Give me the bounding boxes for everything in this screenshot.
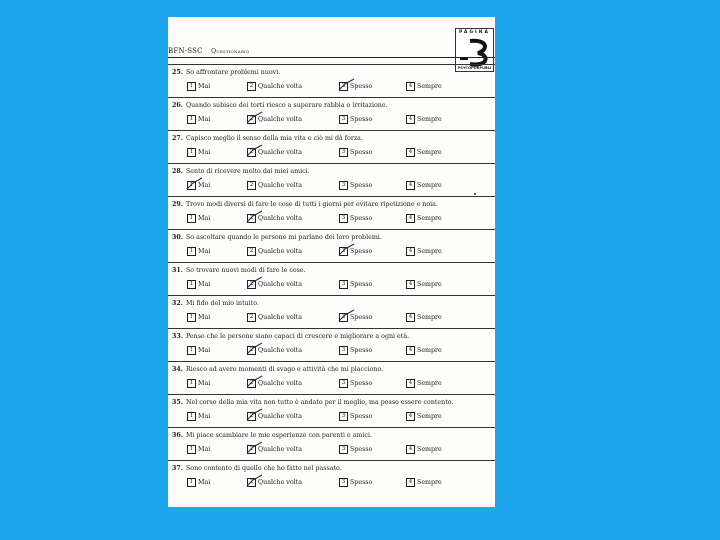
answer-option[interactable] bbox=[187, 247, 210, 256]
answer-label: Qualche volta bbox=[258, 380, 302, 387]
question-row bbox=[168, 97, 495, 131]
answer-label: Sempre bbox=[417, 479, 442, 486]
answer-label: Mai bbox=[198, 380, 211, 387]
question-number: 31. bbox=[172, 267, 183, 274]
answer-checkbox[interactable]: 1 bbox=[187, 247, 196, 256]
answer-option[interactable] bbox=[247, 280, 302, 289]
question-text bbox=[172, 399, 453, 406]
question-label: Mi piace scambiare le mie esperienze con parenti e amici. bbox=[185, 432, 373, 439]
question-text bbox=[172, 432, 372, 439]
question-number: 29. bbox=[172, 201, 183, 208]
answer-checkbox[interactable]: 2 bbox=[247, 346, 256, 355]
answer-label: Spesso bbox=[350, 248, 373, 255]
answer-label: Mai bbox=[198, 347, 211, 354]
logo-publisher: PSYCOPORPUBLI bbox=[457, 66, 492, 70]
question-row bbox=[168, 196, 495, 230]
question-label: Nel corso della mia vita non tutto è andato per il meglio, ma posso essere contento. bbox=[185, 399, 454, 406]
answer-option[interactable] bbox=[247, 412, 302, 421]
answer-label: Spesso bbox=[350, 347, 373, 354]
answer-option[interactable] bbox=[339, 445, 372, 454]
answer-label: Sempre bbox=[417, 314, 442, 321]
answer-label: Spesso bbox=[350, 446, 373, 453]
answer-checkbox[interactable]: 4 bbox=[406, 445, 415, 454]
answer-option[interactable] bbox=[247, 214, 302, 223]
answer-checkbox[interactable]: 3 bbox=[339, 412, 348, 421]
answer-checkbox[interactable]: 4 bbox=[406, 280, 415, 289]
answer-label: Spesso bbox=[350, 215, 373, 222]
answer-checkbox[interactable]: 3 bbox=[339, 214, 348, 223]
answer-checkbox[interactable]: 3 bbox=[339, 82, 348, 91]
answer-checkbox[interactable]: 2 bbox=[247, 478, 256, 487]
answer-label: Sempre bbox=[417, 413, 442, 420]
header-divider bbox=[168, 57, 495, 58]
question-row bbox=[168, 460, 495, 494]
answer-option[interactable] bbox=[339, 280, 372, 289]
answer-label: Mai bbox=[198, 116, 211, 123]
question-number: 25. bbox=[172, 69, 183, 76]
answer-label: Spesso bbox=[350, 479, 373, 486]
answer-label: Mai bbox=[198, 248, 211, 255]
question-text bbox=[172, 300, 259, 307]
answer-checkbox[interactable]: 1 bbox=[187, 445, 196, 454]
question-number: 27. bbox=[172, 135, 183, 142]
logo-label: PAGINA bbox=[459, 30, 490, 35]
answer-label: Qualche volta bbox=[258, 215, 302, 222]
answer-option[interactable] bbox=[339, 313, 372, 322]
answer-label: Mai bbox=[198, 446, 211, 453]
question-number: 33. bbox=[172, 333, 183, 340]
answer-checkbox[interactable]: 1 bbox=[187, 412, 196, 421]
answer-label: Spesso bbox=[350, 83, 373, 90]
answer-option[interactable] bbox=[339, 412, 372, 421]
question-number: 35. bbox=[172, 399, 183, 406]
answer-option[interactable] bbox=[187, 115, 210, 124]
question-text bbox=[172, 135, 363, 142]
answer-option[interactable] bbox=[247, 346, 302, 355]
question-text bbox=[172, 465, 342, 472]
question-number: 34. bbox=[172, 366, 183, 373]
answer-label: Qualche volta bbox=[258, 182, 302, 189]
answer-label: Sempre bbox=[417, 149, 442, 156]
question-number: 26. bbox=[172, 102, 183, 109]
answer-option[interactable] bbox=[187, 181, 210, 190]
question-label: Trovo modi diversi di fare le cose di tutti i giorni per evitare ripetizione e noia. bbox=[185, 201, 438, 208]
answer-checkbox[interactable]: 1 bbox=[187, 379, 196, 388]
answer-label: Mai bbox=[198, 182, 211, 189]
question-number: 28. bbox=[172, 168, 183, 175]
answer-checkbox[interactable]: 2 bbox=[247, 379, 256, 388]
answer-label: Qualche volta bbox=[258, 413, 302, 420]
question-label: Capisco meglio il senso della mia vita e ciò mi dà forza. bbox=[185, 135, 363, 142]
answer-label: Sempre bbox=[417, 347, 442, 354]
question-text bbox=[172, 267, 306, 274]
question-label: So trovare nuovi modi di fare le cose. bbox=[185, 267, 306, 274]
answer-checkbox[interactable]: 4 bbox=[406, 214, 415, 223]
answer-checkbox[interactable]: 3 bbox=[339, 445, 348, 454]
answer-checkbox[interactable]: 3 bbox=[339, 247, 348, 256]
answer-option[interactable] bbox=[339, 478, 372, 487]
answer-checkbox[interactable]: 2 bbox=[247, 148, 256, 157]
answer-checkbox[interactable]: 4 bbox=[406, 115, 415, 124]
answer-label: Sempre bbox=[417, 248, 442, 255]
answer-label: Qualche volta bbox=[258, 314, 302, 321]
answer-label: Qualche volta bbox=[258, 479, 302, 486]
answer-checkbox[interactable]: 4 bbox=[406, 181, 415, 190]
question-text bbox=[172, 333, 409, 340]
question-label: Quando subisco dei torti riesco a superare rabbia o irritazione. bbox=[185, 102, 388, 109]
answer-option[interactable] bbox=[406, 115, 442, 124]
question-text bbox=[172, 168, 310, 175]
question-label: Mi fido del mio intuito. bbox=[185, 300, 259, 307]
question-number: 32. bbox=[172, 300, 183, 307]
answer-label: Mai bbox=[198, 413, 211, 420]
form-subtitle: Questionario bbox=[211, 48, 250, 55]
answer-option[interactable] bbox=[406, 445, 442, 454]
question-row bbox=[168, 295, 495, 329]
question-number: 37. bbox=[172, 465, 183, 472]
question-row bbox=[168, 361, 495, 395]
answer-option[interactable] bbox=[406, 412, 442, 421]
question-text bbox=[172, 234, 382, 241]
answer-option[interactable] bbox=[406, 346, 442, 355]
answer-checkbox[interactable]: 2 bbox=[247, 313, 256, 322]
answer-label: Sempre bbox=[417, 215, 442, 222]
answer-label: Qualche volta bbox=[258, 149, 302, 156]
question-label: Penso che le persone siano capaci di crescere e migliorare a ogni età. bbox=[185, 333, 410, 340]
answer-label: Sempre bbox=[417, 182, 442, 189]
answer-option[interactable] bbox=[406, 280, 442, 289]
answer-checkbox[interactable]: 4 bbox=[406, 412, 415, 421]
question-label: Riesco ad avere momenti di svago e attività che mi piacciono. bbox=[185, 366, 384, 373]
answer-label: Spesso bbox=[350, 116, 373, 123]
answer-option[interactable] bbox=[247, 181, 302, 190]
answer-checkbox[interactable]: 4 bbox=[406, 313, 415, 322]
answer-checkbox[interactable]: 2 bbox=[247, 280, 256, 289]
answer-checkbox[interactable]: 2 bbox=[247, 445, 256, 454]
answer-checkbox[interactable]: 3 bbox=[339, 280, 348, 289]
answer-checkbox[interactable]: 3 bbox=[339, 478, 348, 487]
question-label: Sento di ricevere molto dai miei amici. bbox=[185, 168, 310, 175]
question-text bbox=[172, 201, 438, 208]
question-row bbox=[168, 130, 495, 164]
question-row bbox=[168, 229, 495, 263]
answer-option[interactable] bbox=[339, 379, 372, 388]
answer-option[interactable] bbox=[187, 346, 210, 355]
answer-label: Sempre bbox=[417, 83, 442, 90]
answer-option[interactable] bbox=[247, 247, 302, 256]
answer-checkbox[interactable]: 1 bbox=[187, 148, 196, 157]
answer-option[interactable] bbox=[406, 214, 442, 223]
question-row bbox=[168, 394, 495, 428]
answer-label: Spesso bbox=[350, 380, 373, 387]
answer-label: Qualche volta bbox=[258, 83, 302, 90]
answer-checkbox[interactable]: 1 bbox=[187, 82, 196, 91]
page-header bbox=[168, 47, 249, 55]
question-row bbox=[168, 328, 495, 362]
answer-option[interactable] bbox=[406, 148, 442, 157]
answer-option[interactable] bbox=[187, 148, 210, 157]
question-row bbox=[168, 427, 495, 461]
answer-checkbox[interactable]: 2 bbox=[247, 412, 256, 421]
answer-label: Sempre bbox=[417, 116, 442, 123]
answer-checkbox[interactable]: 2 bbox=[247, 181, 256, 190]
answer-label: Mai bbox=[198, 215, 211, 222]
answer-option[interactable] bbox=[339, 148, 372, 157]
questionnaire-page bbox=[168, 17, 495, 507]
answer-checkbox[interactable]: 4 bbox=[406, 148, 415, 157]
answer-option[interactable] bbox=[339, 82, 372, 91]
answer-label: Qualche volta bbox=[258, 116, 302, 123]
answer-label: Spesso bbox=[350, 413, 373, 420]
question-label: So ascoltare quando le persone mi parlano dei loro problemi. bbox=[185, 234, 382, 241]
answer-option[interactable] bbox=[247, 478, 302, 487]
question-label: Sono contento di quello che ho fatto nel passato. bbox=[185, 465, 342, 472]
answer-label: Qualche volta bbox=[258, 446, 302, 453]
answer-label: Sempre bbox=[417, 380, 442, 387]
answer-label: Qualche volta bbox=[258, 281, 302, 288]
answer-checkbox[interactable]: 1 bbox=[187, 346, 196, 355]
answer-option[interactable] bbox=[187, 214, 210, 223]
answer-checkbox[interactable]: 1 bbox=[187, 478, 196, 487]
answer-option[interactable] bbox=[187, 379, 210, 388]
answer-checkbox[interactable]: 4 bbox=[406, 379, 415, 388]
question-number: 30. bbox=[172, 234, 183, 241]
answer-checkbox[interactable]: 3 bbox=[339, 379, 348, 388]
answer-option[interactable] bbox=[187, 445, 210, 454]
ink-dot bbox=[474, 193, 476, 195]
question-label: So affrontare problemi nuovi. bbox=[185, 69, 281, 76]
answer-option[interactable] bbox=[339, 247, 372, 256]
answer-option[interactable] bbox=[406, 247, 442, 256]
answer-checkbox[interactable]: 3 bbox=[339, 115, 348, 124]
answer-checkbox[interactable]: 4 bbox=[406, 82, 415, 91]
answer-checkbox[interactable]: 2 bbox=[247, 247, 256, 256]
answer-option[interactable] bbox=[339, 346, 372, 355]
answer-option[interactable] bbox=[339, 214, 372, 223]
answer-option[interactable] bbox=[406, 313, 442, 322]
answer-checkbox[interactable]: 1 bbox=[187, 181, 196, 190]
answer-option[interactable] bbox=[187, 412, 210, 421]
answer-checkbox[interactable]: 1 bbox=[187, 214, 196, 223]
answer-checkbox[interactable]: 3 bbox=[339, 148, 348, 157]
answer-label: Sempre bbox=[417, 446, 442, 453]
answer-label: Mai bbox=[198, 83, 211, 90]
answer-label: Spesso bbox=[350, 281, 373, 288]
answer-option[interactable] bbox=[187, 82, 210, 91]
answer-option[interactable] bbox=[406, 82, 442, 91]
answer-checkbox[interactable]: 4 bbox=[406, 478, 415, 487]
answer-label: Mai bbox=[198, 314, 211, 321]
answer-option[interactable] bbox=[339, 181, 372, 190]
answer-option[interactable] bbox=[247, 313, 302, 322]
answer-checkbox[interactable]: 2 bbox=[247, 115, 256, 124]
answer-option[interactable] bbox=[247, 115, 302, 124]
answer-option[interactable] bbox=[187, 478, 210, 487]
answer-checkbox[interactable]: 2 bbox=[247, 82, 256, 91]
answer-label: Mai bbox=[198, 479, 211, 486]
answer-option[interactable] bbox=[187, 280, 210, 289]
answer-checkbox[interactable]: 3 bbox=[339, 313, 348, 322]
answer-checkbox[interactable]: 2 bbox=[247, 214, 256, 223]
form-code: BFN-SSC bbox=[168, 47, 203, 55]
answer-label: Mai bbox=[198, 281, 211, 288]
answer-label: Qualche volta bbox=[258, 347, 302, 354]
answer-option[interactable] bbox=[187, 313, 210, 322]
answer-checkbox[interactable]: 1 bbox=[187, 115, 196, 124]
answer-checkbox[interactable]: 4 bbox=[406, 247, 415, 256]
answer-option[interactable] bbox=[247, 379, 302, 388]
answer-label: Spesso bbox=[350, 314, 373, 321]
answer-checkbox[interactable]: 1 bbox=[187, 280, 196, 289]
answer-option[interactable] bbox=[406, 478, 442, 487]
question-row bbox=[168, 262, 495, 296]
answer-option[interactable] bbox=[339, 115, 372, 124]
answer-label: Spesso bbox=[350, 149, 373, 156]
answer-option[interactable] bbox=[406, 379, 442, 388]
question-row bbox=[168, 64, 495, 98]
answer-option[interactable] bbox=[406, 181, 442, 190]
answer-option[interactable] bbox=[247, 445, 302, 454]
question-number: 36. bbox=[172, 432, 183, 439]
answer-label: Qualche volta bbox=[258, 248, 302, 255]
answer-option[interactable] bbox=[247, 148, 302, 157]
answer-checkbox[interactable]: 1 bbox=[187, 313, 196, 322]
answer-label: Spesso bbox=[350, 182, 373, 189]
answer-checkbox[interactable]: 3 bbox=[339, 181, 348, 190]
question-text bbox=[172, 366, 383, 373]
answer-checkbox[interactable]: 4 bbox=[406, 346, 415, 355]
answer-label: Mai bbox=[198, 149, 211, 156]
answer-checkbox[interactable]: 3 bbox=[339, 346, 348, 355]
question-row bbox=[168, 163, 495, 197]
question-text bbox=[172, 69, 280, 76]
question-text bbox=[172, 102, 388, 109]
answer-option[interactable] bbox=[247, 82, 302, 91]
answer-label: Sempre bbox=[417, 281, 442, 288]
